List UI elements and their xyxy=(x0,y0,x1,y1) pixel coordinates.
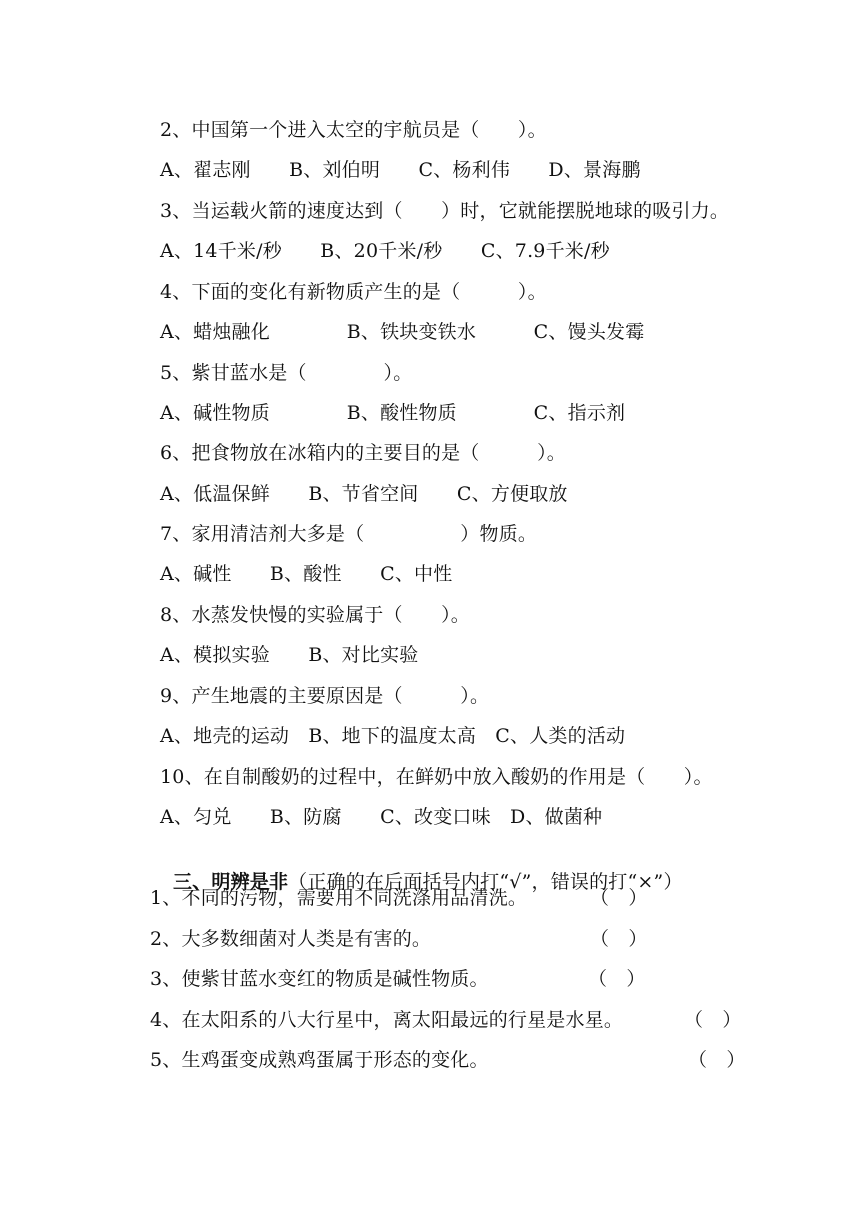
tf-item-2-text: 2、大多数细菌对人类是有害的。 xyxy=(150,928,432,950)
question-10-stem: 10、在自制酸奶的过程中，在鲜奶中放入酸奶的作用是（ ）。 xyxy=(160,766,713,788)
question-3-options: A、14千米/秒 B、20千米/秒 C、7.9千米/秒 xyxy=(160,240,610,262)
tf-item-4-bracket: （ ） xyxy=(684,1009,742,1031)
section-3-instruction: （正确的在后面括号内打“√”，错误的打“×”） xyxy=(288,871,683,893)
tf-item-4-text: 4、在太阳系的八大行星中，离太阳最远的行星是水星。 xyxy=(150,1009,624,1031)
question-9-stem: 9、产生地震的主要原因是（ ）。 xyxy=(160,685,490,707)
question-7-stem: 7、家用清洁剂大多是（ ）物质。 xyxy=(160,523,538,545)
question-7-options: A、碱性 B、酸性 C、中性 xyxy=(160,563,453,585)
question-9-options: A、地壳的运动 B、地下的温度太高 C、人类的活动 xyxy=(160,725,626,747)
question-3-stem: 3、当运载火箭的速度达到（ ）时，它就能摆脱地球的吸引力。 xyxy=(160,200,730,222)
question-5-stem: 5、紫甘蓝水是（ ）。 xyxy=(160,362,413,384)
question-2-stem: 2、中国第一个进入太空的宇航员是（ ）。 xyxy=(160,119,547,141)
question-8-stem: 8、水蒸发快慢的实验属于（ ）。 xyxy=(160,604,470,626)
tf-item-3-text: 3、使紫甘蓝水变红的物质是碱性物质。 xyxy=(150,968,489,990)
question-4-options: A、蜡烛融化 B、铁块变铁水 C、馒头发霉 xyxy=(160,321,645,343)
question-10-options: A、匀兑 B、防腐 C、改变口味 D、做菌种 xyxy=(160,806,603,828)
question-4-stem: 4、下面的变化有新物质产生的是（ ）。 xyxy=(160,281,547,303)
question-6-stem: 6、把食物放在冰箱内的主要目的是（ ）。 xyxy=(160,442,566,464)
section-3-heading: 三、明辨是非 xyxy=(172,871,289,893)
tf-item-1-text: 1、不同的污物，需要用不同洗涤用品清洗。 xyxy=(150,887,528,909)
question-6-options: A、低温保鲜 B、节省空间 C、方便取放 xyxy=(160,483,568,505)
question-8-options: A、模拟实验 B、对比实验 xyxy=(160,644,419,666)
question-5-options: A、碱性物质 B、酸性物质 C、指示剂 xyxy=(160,402,626,424)
tf-item-5-bracket: （ ） xyxy=(688,1049,746,1071)
tf-item-5-text: 5、生鸡蛋变成熟鸡蛋属于形态的变化。 xyxy=(150,1049,489,1071)
question-2-options: A、翟志刚 B、刘伯明 C、杨利伟 D、景海鹏 xyxy=(160,159,641,181)
tf-item-3-bracket: （ ） xyxy=(588,968,646,990)
tf-item-2-bracket: （ ） xyxy=(590,928,648,950)
tf-item-1-bracket: （ ） xyxy=(590,887,648,909)
